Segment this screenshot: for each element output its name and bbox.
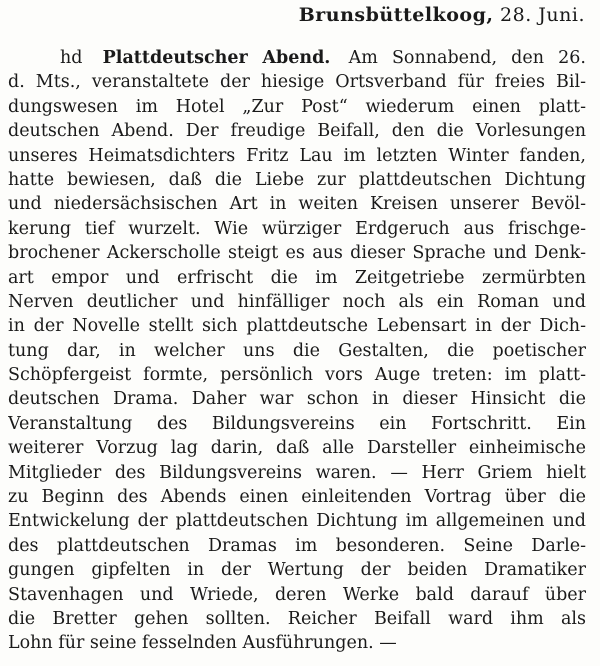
article-line: kerung tief wurzelt. Wie würziger Erdgeruch aus frischge- [8, 218, 586, 239]
article-line-text: Am Sonnabend, den 26. [348, 48, 586, 68]
article-line [8, 46, 586, 70]
article-line: deutschen Drama. Daher war schon in dieser Hinsicht die [8, 389, 586, 410]
article-line: brochener Ackerscholle steigt es aus dieser Sprache und Denk- [8, 243, 586, 264]
article-line: in der Novelle stellt sich plattdeutsche Lebensart in der Dich- [8, 316, 586, 337]
article-line: Stavenhagen und Wriede, deren Werke bald darauf über [8, 584, 586, 605]
article-line: tung dar, in welcher uns die Gestalten, die poetischer [8, 340, 586, 361]
article-line: Lohn für seine fesselnden Ausführungen. — [8, 633, 397, 654]
article-line: Nerven deutlicher und hinfälliger noch als ein Roman und [8, 291, 586, 312]
article-line: art empor und erfrischt die im Zeitgetriebe zermürbten [8, 267, 586, 288]
dateline [0, 4, 585, 26]
article-line: des plattdeutschen Dramas im besonderen. Seine Darle- [8, 535, 586, 556]
article-line: und niedersächsischen Art in weiten Kreisen unserer Bevöl- [8, 194, 586, 215]
article-line: zu Beginn des Abends einen einleitenden Vortrag über die [8, 487, 586, 508]
article-line: weiterer Vorzug lag darin, daß alle Darsteller einheimische [8, 438, 586, 459]
article-line: Mitglieder des Bildungsvereins waren. — Herr Griem hielt [8, 462, 586, 483]
dateline-place: Brunsbüttelkoog, [298, 4, 494, 26]
article-headline: Plattdeutscher Abend. [102, 48, 331, 68]
article-line: Schöpfergeist formte, persönlich vors Auge treten: im platt- [8, 365, 586, 386]
article-line: Entwickelung der plattdeutschen Dichtung im allgemeinen und [8, 511, 586, 532]
article-line: gungen gipfelten in der Wertung der beiden Dramatiker [8, 560, 586, 581]
dateline-date: 28. Juni. [500, 4, 585, 26]
article-line: deutschen Abend. Der freudige Beifall, den die Vorlesungen [8, 121, 586, 142]
article-body [8, 46, 586, 656]
article-line: hatte bewiesen, daß die Liebe zur plattdeutschen Dichtung [8, 169, 586, 190]
article-line: dungswesen im Hotel „Zur Post“ wiederum einen platt- [8, 96, 586, 117]
article-line: d. Mts., veranstaltete der hiesige Ortsverband für freies Bil- [8, 72, 586, 93]
article-line: Veranstaltung des Bildungsvereins ein Fortschritt. Ein [8, 413, 586, 434]
article-line: unseres Heimatsdichters Fritz Lau im letzten Winter fanden, [8, 145, 586, 166]
article-line: die Bretter gehen sollten. Reicher Beifall ward ihm als [8, 608, 586, 629]
author-abbreviation: hd [60, 48, 83, 68]
